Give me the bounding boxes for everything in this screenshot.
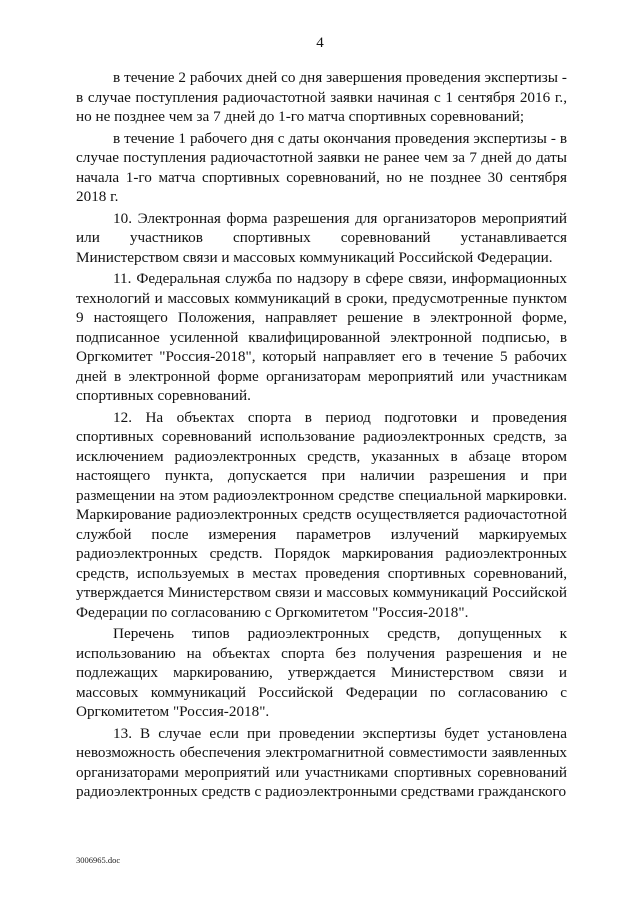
- paragraph-item-10: 10. Электронная форма разрешения для организаторов мероприятий или участников спортивных соревнований устанавливается Министерством связи и массовых коммуникаций Российской Федерации.: [76, 209, 567, 266]
- document-body: [76, 68, 567, 802]
- paragraph-item-13: 13. В случае если при проведении экспертизы будет установлена невозможность обеспечения электромагнитной совместимости заявленных организаторами мероприятий или участниками спортивных соревнований радиоэлектронных средств с радиоэлектронными средствами гражданского: [76, 724, 567, 800]
- paragraph-deadline-2-days: в течение 2 рабочих дней со дня завершения проведения экспертизы - в случае поступления радиочастотной заявки начиная с 1 сентября 2016 г., но не позднее чем за 7 дней до 1-го матча спортивных соревнований;: [76, 69, 567, 125]
- paragraph-item-11: 11. Федеральная служба по надзору в сфере связи, информационных технологий и массовых коммуникаций в сроки, предусмотренные пунктом 9 настоящего Положения, направляет решение в электронной форме, подписанное усиленной квалифицированной электронной подписью, в Оргкомитет "Россия-2018", который направляет его в течение 5 рабочих дней в электронной форме организаторам мероприятий или участникам спортивных соревнований.: [76, 270, 567, 404]
- footer-file-code: 3006965.doc: [76, 855, 121, 865]
- paragraph-item-12: 12. На объектах спорта в период подготовки и проведения спортивных соревнований использование радиоэлектронных средств, за исключением радиоэлектронных средств, указанных в абзаце втором настоящего пункта, допускается при наличии разрешения и при размещении на этом радиоэлектронном средстве специальной маркировки. Маркирование радиоэлектронных средств осуществляется радиочастотной службой после измерения параметров излучений маркируемых радиоэлектронных средств. Порядок маркирования радиоэлектронных средств, используемых в местах проведения спортивных соревнований, утверждается Министерством связи и массовых коммуникаций Российской Федерации по согласованию с Оргкомитетом "Россия-2018".: [76, 408, 567, 621]
- paragraph-list-of-types: Перечень типов радиоэлектронных средств, допущенных к использованию на объектах спорта без получения разрешения и не подлежащих маркированию, утверждается Министерством связи и массовых коммуникаций Российской Федерации по согласованию с Оргкомитетом "Россия-2018".: [76, 625, 567, 720]
- paragraph-deadline-1-day: в течение 1 рабочего дня с даты окончания проведения экспертизы - в случае поступления радиочастотной заявки не ранее чем за 7 дней до даты начала 1-го матча спортивных соревнований, но не позднее 30 сентября 2018 г.: [76, 129, 567, 205]
- page-number: 4: [316, 35, 324, 51]
